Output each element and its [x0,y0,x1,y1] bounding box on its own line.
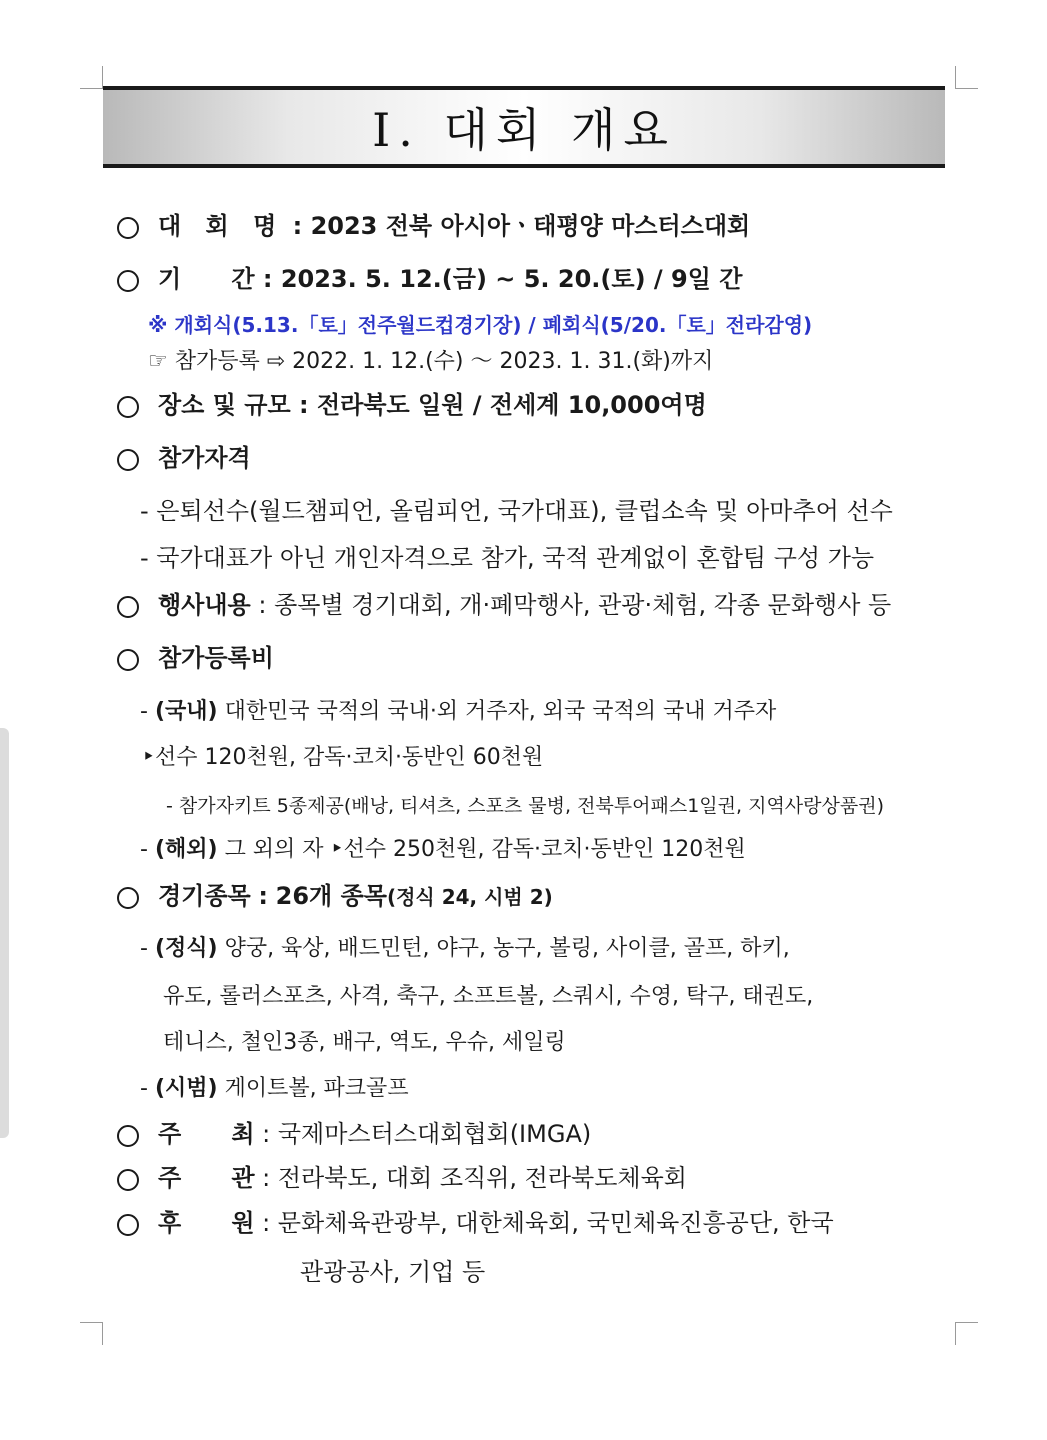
item-sponsor: 후 원 : 문화체육관광부, 대한체육회, 국민체육진흥공단, 한국 [158,1209,834,1237]
section-title-banner [103,86,945,168]
item-organizer: 주 관 : 전라북도, 대회 조직위, 전라북도체육회 [158,1164,687,1192]
item-name: 대 회 명 : 2023 전북 아시아ㆍ태평양 마스터스대회 [158,212,751,240]
crop-mark-top-right [955,66,978,89]
item-sponsor-cont: 관광공사, 기업 등 [300,1258,486,1286]
sports-official-line: 테니스, 철인3종, 배구, 역도, 우슈, 세일링 [163,1030,566,1055]
sports-official-line: 유도, 롤러스포츠, 사격, 축구, 소프트볼, 스쿼시, 수영, 탁구, 태권도, [163,984,814,1009]
section-title: Ⅰ. 대회 개요 [372,103,676,157]
fee-overseas: - (해외) 그 외의 자 ‣선수 250천원, 감독·코치·동반인 120천원 [140,837,746,862]
bullet-circle-icon [117,1125,139,1147]
bullet-circle-icon [117,217,139,239]
ceremony-note: ※ 개회식(5.13.「토」전주월드컵경기장) / 폐회식(5/20.「토」전라감영) [148,313,813,337]
bullet-circle-icon [117,270,139,292]
bullet-circle-icon [117,1169,139,1191]
item-sports: 경기종목 : 26개 종목(정식 24, 시범 2) [158,882,553,910]
fee-domestic: - (국내) 대한민국 국적의 국내·외 거주자, 외국 국적의 국내 거주자 [140,699,777,724]
item-fee-label: 참가등록비 [158,644,274,672]
bullet-circle-icon [117,449,139,471]
crop-mark-top-left [80,66,103,89]
bullet-circle-icon [117,1214,139,1236]
registration-note: ☞ 참가등록 ⇨ 2022. 1. 12.(수) ～ 2023. 1. 31.(화)까지 [148,349,714,374]
item-period: 기 간 : 2023. 5. 12.(금) ~ 5. 20.(토) / 9일 간 [158,265,743,293]
fee-kit: - 참가자키트 5종제공(배낭, 티셔츠, 스포츠 물병, 전북투어패스1일권, 지역사랑상품권) [166,795,884,817]
bullet-circle-icon [117,596,139,618]
sports-demo: - (시범) 게이트볼, 파크골프 [140,1076,409,1101]
item-qualification-label: 참가자격 [158,444,251,472]
qualification-line: - 국가대표가 아닌 개인자격으로 참가, 국적 관계없이 혼합팀 구성 가능 [140,544,875,572]
bullet-circle-icon [117,396,139,418]
bullet-circle-icon [117,649,139,671]
item-venue: 장소 및 규모 : 전라북도 일원 / 전세계 10,000여명 [158,391,707,419]
item-events: 행사내용 : 종목별 경기대회, 개·폐막행사, 관광·체험, 각종 문화행사 등 [158,591,892,619]
qualification-line: - 은퇴선수(월드챔피언, 올림피언, 국가대표), 클럽소속 및 아마추어 선수 [140,497,893,525]
scroll-handle[interactable] [0,728,9,1138]
sports-official: - (정식) 양궁, 육상, 배드민턴, 야구, 농구, 볼링, 사이클, 골프, 하키, [140,936,790,961]
item-host: 주 최 : 국제마스터스대회협회(IMGA) [158,1120,592,1148]
bullet-circle-icon [117,887,139,909]
fee-domestic-amount: ‣선수 120천원, 감독·코치·동반인 60천원 [142,745,544,770]
crop-mark-bottom-left [80,1322,103,1345]
crop-mark-bottom-right [955,1322,978,1345]
